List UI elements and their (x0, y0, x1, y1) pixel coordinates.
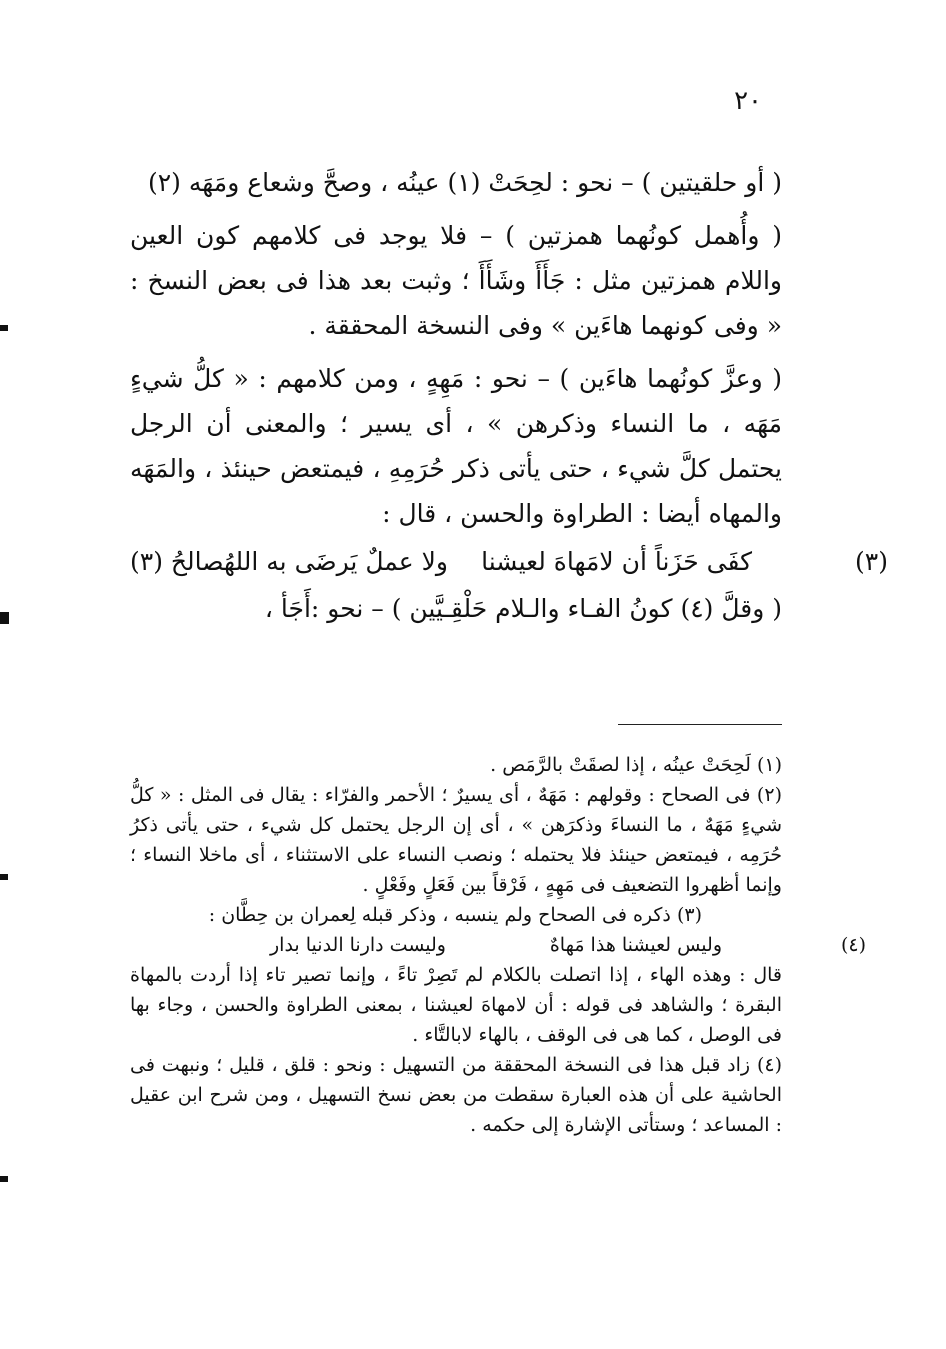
footnote-3-rest: قال : وهذه الهاء ، إذا اتصلت بالكلام لم تَصِرْ تاءً ، وإنما تصير تاء إذا أردت بالمهاة البقرة ؛ والشاهد فى قوله : أن لامهاهَ لعيشنا ، بمعنى الطراوة والحسن ، وجاء بها فى الوصل ، كما هى فى الوقف ، بالهاء لابالتَّاء . (130, 964, 782, 1046)
scan-edge-mark (0, 1176, 8, 1182)
poetry-verse (130, 538, 888, 586)
paragraph-halqiyyayn: ( وقلَّ (٤) كونُ الفـاء والـلام حَلْقِـيَّين ) – نحو :أَجَأ ، (264, 594, 782, 623)
footnote-2: (٢) فى الصحاح : وقولهم : مَهَهٌ ، أى يسيرٌ ؛ الأحمر والفرّاء : يقال فى المثل : « كلُّ شيءٍ مَهَهٌ ، ما النساءَ وذكرَهن » ، أى إن الرجل يحتمل كل شيء ، حتى يأتى ذكرُ حُرَمِه ، فيمتعض حينئذ فلا يحتمله ؛ ونصب النساء على الاستثناء ، أى ماخلا النساء ؛ وإنما أظهروا التضعيف فى مَهِهٍ ، فَرْقاً بين فَعَلٍ وفَعْلٍ . (130, 784, 782, 896)
footnote-4: (٤) زاد قبل هذا فى النسخة المحققة من التسهيل : ونحو : قلق ، قليل ؛ ونبهت فى الحاشية على أن هذه العبارة سقطت من بعض نسخ التسهيل ، ومن شرح ابن عقيل : المساعد ؛ وستأتى الإشارة إلى حكمه . (130, 1054, 782, 1136)
main-text (130, 160, 888, 631)
paragraph-hamzatayn: ( وأُهمل كونُهما همزتين ) – فلا يوجد فى كلامهم كون العين واللام همزتين مثل : جَأَأَ وشَأَأَ ؛ وثبت بعد هذا فى بعض النسخ : « وفى كونهما هاءَين » وفى النسخة المحققة . (130, 221, 782, 340)
footnote-verse-hemistich-second: وليست دارنا الدنيا بدار (270, 934, 446, 956)
footnotes (130, 750, 866, 1140)
verse-number: (٣) (855, 547, 888, 576)
scan-edge-mark (0, 612, 9, 624)
footnote-1: (١) لَحِحَتْ عينُه ، إذا لصقَتْ بالرَّمَص . (490, 754, 782, 776)
footnote-verse-hemistich-first: وليس لعيشنا هذا مَهاهٌ (549, 934, 722, 956)
scan-edge-mark (0, 874, 8, 880)
footnote-verse-number: (٤) (840, 934, 866, 956)
footnote-3-intro: (٣) ذكره فى الصحاح ولم ينسبه ، وذكر قبله لِعمران بن حِطَّان : (208, 904, 702, 926)
verse-hemistich-first: كفَى حَزَناً أن لامَهاهَ لعيشنا (481, 547, 752, 576)
paragraph-haayn: ( وعزَّ كونُهما هاءَين ) – نحو : مَهِهٍ ، ومن كلامهم : « كلُّ شيءٍ مَهَه ، ما النساء وذكرهن » ، أى يسير ؛ والمعنى أن الرجل يحتمل كلَّ شيء ، حتى يأتى ذكر حُرَمِهِ ، فيمتعض حينئذ ، والمَهَه والمهاه أيضا : الطراوة والحسن ، قال : (130, 364, 782, 528)
scan-edge-mark (0, 325, 8, 331)
footnote-verse (130, 930, 866, 960)
footnote-separator (618, 724, 782, 725)
paragraph-hlqiyatayn: ( أو حلقيتين ) – نحو : لحِحَتْ (١) عينُه ، وصحَّ وشعاع ومَهَه (٢) (147, 168, 782, 197)
verse-hemistich-second: ولا عملٌ يَرضَى به اللهُصالحُ (٣) (130, 547, 448, 576)
page-number: ٢٠ (734, 86, 762, 116)
